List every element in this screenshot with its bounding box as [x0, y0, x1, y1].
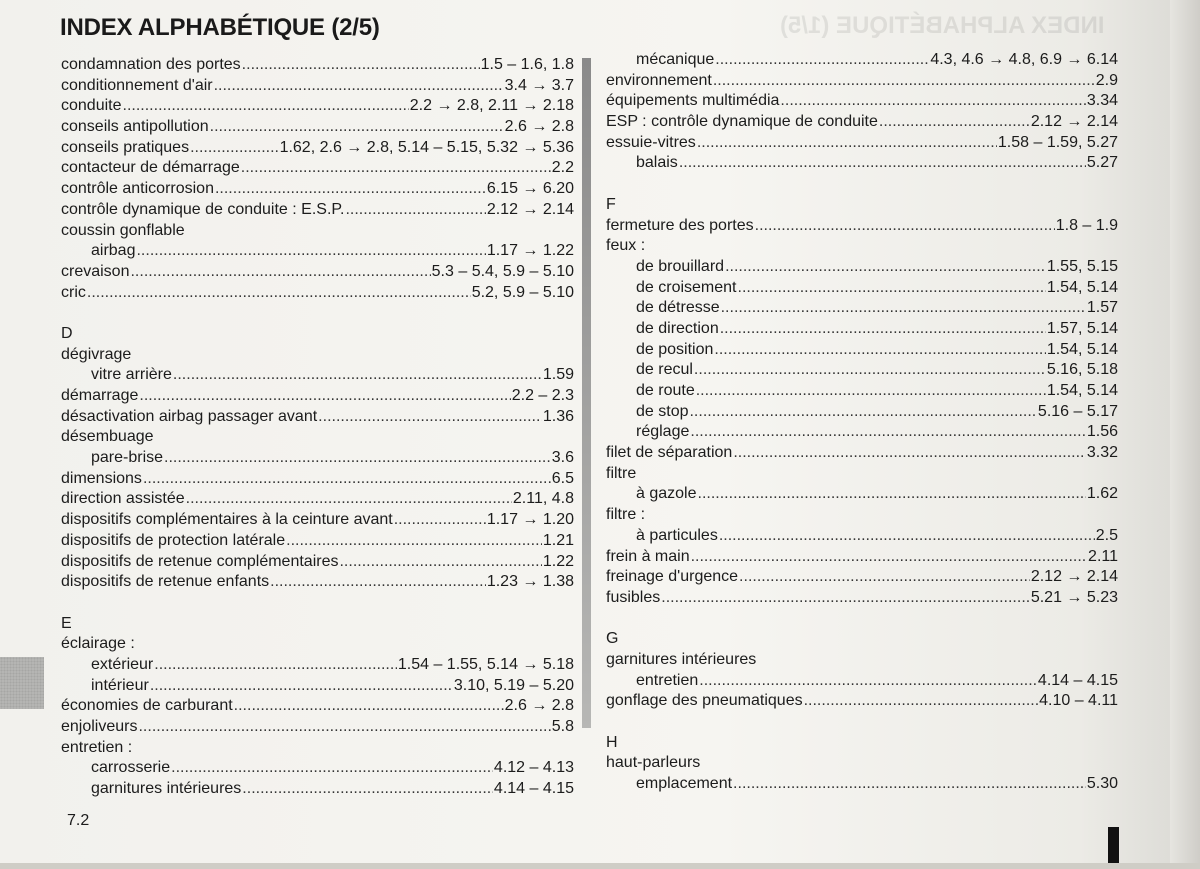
entry-page-reference: 4.10 – 4.11: [1039, 692, 1118, 710]
entry-page-reference: 3.32: [1086, 444, 1118, 462]
section-spacer: [606, 712, 1118, 733]
dot-leader: [699, 671, 1037, 692]
page-gutter-shadow: [1170, 0, 1200, 869]
dot-leader: [139, 386, 510, 407]
index-entry: [606, 71, 1118, 92]
dot-leader: [661, 588, 1030, 609]
dot-leader: [696, 381, 1046, 402]
index-subentry: [606, 381, 1118, 402]
entry-page-reference: 4.12 – 4.13: [493, 759, 574, 777]
entry-page-reference: 1.56: [1086, 423, 1118, 441]
entry-label: conditionnement d'air: [61, 76, 213, 94]
entry-page-reference: 2.6 → 2.8: [504, 697, 574, 715]
entry-label: fermeture des portes: [606, 216, 754, 234]
dot-leader: [164, 448, 551, 469]
dot-leader: [755, 216, 1055, 237]
index-entry: [606, 112, 1118, 133]
entry-label: carrosserie: [91, 759, 171, 777]
entry-page-reference: 1.17 → 1.22: [486, 242, 574, 260]
dot-leader: [719, 526, 1095, 547]
dot-leader: [173, 365, 542, 386]
entry-page-reference: 2.2 → 2.8, 2.11 → 2.18: [409, 97, 574, 115]
index-entry: [61, 717, 574, 738]
entry-page-reference: 2.2: [551, 159, 574, 177]
index-subentry: [606, 526, 1118, 547]
index-subentry: [61, 241, 574, 262]
page-number: 7.2: [67, 812, 90, 829]
entry-page-reference: 1.8 – 1.9: [1055, 216, 1118, 234]
entry-page-reference: 1.62, 2.6 → 2.8, 5.14 – 5.15, 5.32 → 5.36: [279, 138, 574, 156]
entry-page-reference: 2.12 → 2.14: [1030, 568, 1118, 586]
index-subentry: [606, 484, 1118, 505]
dot-leader: [234, 696, 504, 717]
dot-leader: [725, 257, 1046, 278]
entry-page-reference: 1.23 → 1.38: [486, 573, 574, 591]
index-entry: [61, 200, 574, 221]
index-group-heading: feux :: [606, 237, 646, 255]
index-subentry: [61, 655, 574, 676]
entry-label: garnitures intérieures: [91, 780, 242, 798]
entry-page-reference: 1.62: [1086, 485, 1118, 503]
entry-label: crevaison: [61, 262, 130, 280]
dot-leader: [87, 283, 471, 304]
entry-page-reference: 1.54, 5.14: [1046, 278, 1118, 296]
entry-label: contrôle anticorrosion: [61, 180, 214, 198]
entry-label: conseils antipollution: [61, 118, 209, 136]
dot-leader: [698, 484, 1086, 505]
entry-label: à particules: [636, 526, 718, 544]
entry-page-reference: 2.5: [1095, 526, 1118, 544]
entry-page-reference: 5.8: [551, 718, 574, 735]
entry-label: freinage d'urgence: [606, 568, 739, 586]
entry-label: condamnation des portes: [61, 56, 241, 73]
index-entry: [61, 489, 574, 510]
index-subentry: [606, 340, 1118, 361]
index-subentry: [606, 257, 1118, 278]
entry-label: emplacement: [636, 775, 733, 793]
index-subentry: [606, 153, 1118, 174]
entry-page-reference: 6.15 → 6.20: [486, 180, 574, 198]
index-letter-heading: G: [606, 630, 619, 648]
index-entry: [61, 572, 574, 593]
entry-page-reference: 5.21 → 5.23: [1030, 588, 1118, 606]
entry-label: mécanique: [636, 51, 715, 68]
entry-label: frein à main: [606, 547, 690, 565]
dot-leader: [138, 717, 550, 738]
index-entry: [61, 138, 574, 159]
index-subentry: [606, 278, 1118, 299]
dot-leader: [689, 402, 1036, 423]
dot-leader: [720, 319, 1046, 340]
dot-leader: [130, 262, 430, 283]
index-subentry: [606, 774, 1118, 795]
index-subentry: [61, 365, 574, 386]
entry-label: de direction: [636, 319, 719, 337]
dot-leader: [714, 340, 1045, 361]
index-entry: [606, 567, 1118, 588]
index-entry: [606, 216, 1118, 237]
index-group-heading: éclairage :: [61, 635, 135, 653]
entry-label: dispositifs de retenue enfants: [61, 573, 270, 591]
dot-leader: [690, 422, 1085, 443]
entry-page-reference: 4.14 – 4.15: [1037, 671, 1118, 689]
index-subentry: [606, 402, 1118, 423]
entry-label: de position: [636, 340, 714, 358]
index-subentry: [61, 779, 574, 800]
entry-label: de recul: [636, 361, 693, 379]
entry-label: extérieur: [91, 655, 154, 673]
entry-label: balais: [636, 154, 678, 172]
entry-label: environnement: [606, 71, 712, 89]
dot-leader: [733, 774, 1086, 795]
entry-page-reference: 2.9: [1095, 71, 1118, 89]
index-group-heading: filtre :: [606, 506, 646, 524]
index-subentry: [606, 422, 1118, 443]
index-subentry: [606, 50, 1118, 71]
entry-label: direction assistée: [61, 490, 185, 508]
entry-page-reference: 1.55, 5.15: [1046, 257, 1118, 275]
dot-leader: [691, 547, 1087, 568]
entry-page-reference: 2.6 → 2.8: [504, 118, 574, 136]
entry-page-reference: 1.5 – 1.6, 1.8: [480, 56, 574, 73]
entry-label: filet de séparation: [606, 444, 733, 462]
entry-label: entretien: [636, 671, 699, 689]
section-spacer: [606, 174, 1118, 195]
entry-label: cric: [61, 283, 86, 301]
entry-label: vitre arrière: [91, 366, 172, 384]
entry-page-reference: 1.36: [542, 407, 574, 425]
index-subentry: [61, 758, 574, 779]
index-entry: [61, 510, 574, 531]
entry-label: réglage: [636, 423, 690, 441]
index-entry: [61, 407, 574, 428]
index-entry: [61, 469, 574, 490]
entry-page-reference: 6.5: [551, 469, 574, 487]
entry-label: de croisement: [636, 278, 737, 296]
entry-page-reference: 5.3 – 5.4, 5.9 – 5.10: [431, 262, 574, 280]
entry-page-reference: 3.10, 5.19 – 5.20: [453, 676, 574, 694]
dot-leader: [780, 91, 1085, 112]
index-entry: [61, 283, 574, 304]
dot-leader: [143, 469, 551, 490]
entry-page-reference: 1.54, 5.14: [1046, 382, 1118, 399]
dot-leader: [186, 489, 512, 510]
index-entry: [61, 262, 574, 283]
entry-label: enjoliveurs: [61, 718, 138, 735]
index-entry: [61, 386, 574, 407]
index-entry: [61, 117, 574, 138]
entry-label: démarrage: [61, 387, 139, 404]
chapter-marker-bar: [1108, 827, 1119, 863]
index-entry: [61, 158, 574, 179]
dot-leader: [286, 531, 542, 552]
dot-leader: [733, 443, 1086, 464]
column-divider: [582, 58, 591, 728]
entry-label: pare-brise: [91, 449, 164, 467]
dot-leader: [270, 572, 486, 593]
section-tab-marker: [0, 657, 44, 709]
entry-label: dispositifs complémentaires à la ceinture avant: [61, 511, 393, 529]
index-subentry: [606, 319, 1118, 340]
entry-page-reference: 3.4 → 3.7: [504, 76, 574, 94]
entry-label: dimensions: [61, 469, 142, 487]
index-letter-heading: F: [606, 195, 616, 213]
entry-label: essuie-vitres: [606, 133, 696, 151]
index-group-heading: haut-parleurs: [606, 754, 701, 772]
section-spacer: [606, 609, 1118, 630]
index-group-heading: dégivrage: [61, 345, 132, 363]
entry-page-reference: 2.11: [1088, 547, 1118, 565]
index-subentry: [61, 448, 574, 469]
dot-leader: [679, 153, 1086, 174]
dot-leader: [242, 55, 480, 76]
dot-leader: [804, 691, 1039, 712]
dot-leader: [136, 241, 485, 262]
index-entry: [61, 96, 574, 117]
index-entry: [606, 547, 1118, 568]
entry-label: économies de carburant: [61, 697, 233, 715]
entry-page-reference: 5.30: [1086, 775, 1118, 793]
index-entry: [61, 76, 574, 97]
entry-label: fusibles: [606, 588, 661, 606]
dot-leader: [739, 567, 1030, 588]
index-entry: [61, 531, 574, 552]
dot-leader: [339, 552, 541, 573]
dot-leader: [694, 360, 1046, 381]
section-spacer: [61, 593, 574, 614]
index-group-heading: filtre: [606, 464, 637, 482]
entry-label: gonflage des pneumatiques: [606, 692, 803, 710]
index-entry: [606, 91, 1118, 112]
entry-label: conduite: [61, 97, 122, 115]
entry-label: de brouillard: [636, 257, 725, 275]
entry-page-reference: 1.22: [542, 552, 574, 570]
index-column-right: [606, 50, 1118, 795]
index-letter-heading: E: [61, 614, 72, 632]
index-entry: [606, 691, 1118, 712]
entry-page-reference: 4.3, 4.6 → 4.8, 6.9 → 6.14: [930, 51, 1118, 68]
entry-page-reference: 1.21: [542, 531, 574, 549]
entry-page-reference: 3.34: [1086, 92, 1118, 110]
entry-page-reference: 1.54, 5.14: [1046, 340, 1118, 358]
index-entry: [61, 55, 574, 76]
entry-label: de stop: [636, 402, 689, 420]
entry-page-reference: 2.2 – 2.3: [511, 387, 574, 404]
index-entry: [606, 588, 1118, 609]
dot-leader: [171, 758, 493, 779]
entry-page-reference: 2.12 → 2.14: [486, 200, 574, 218]
index-subentry: [61, 676, 574, 697]
dot-leader: [215, 179, 486, 200]
index-group-heading: garnitures intérieures: [606, 650, 757, 668]
dot-leader: [697, 133, 997, 154]
section-spacer: [61, 303, 574, 324]
entry-page-reference: 2.12 → 2.14: [1030, 113, 1118, 131]
entry-label: dispositifs de retenue complémentaires: [61, 552, 339, 570]
page-title: INDEX ALPHABÉTIQUE (2/5): [60, 14, 380, 41]
entry-page-reference: 5.16, 5.18: [1046, 361, 1118, 379]
entry-label: de route: [636, 382, 695, 399]
dot-leader: [345, 200, 485, 221]
entry-page-reference: 1.54 – 1.55, 5.14 → 5.18: [397, 655, 574, 673]
index-group-heading: désembuage: [61, 428, 154, 446]
entry-page-reference: 2.11, 4.8: [512, 490, 574, 508]
index-entry: [61, 179, 574, 200]
index-letter-heading: D: [61, 324, 73, 342]
entry-page-reference: 1.59: [542, 366, 574, 384]
entry-label: ESP : contrôle dynamique de conduite: [606, 113, 878, 131]
entry-page-reference: 1.57: [1086, 299, 1118, 317]
dot-leader: [713, 71, 1095, 92]
dot-leader: [318, 407, 542, 428]
dot-leader: [190, 138, 278, 159]
entry-label: contacteur de démarrage: [61, 159, 240, 177]
index-group-heading: coussin gonflable: [61, 221, 185, 239]
entry-page-reference: 5.27: [1086, 154, 1118, 172]
entry-label: à gazole: [636, 485, 697, 503]
entry-page-reference: 1.57, 5.14: [1046, 319, 1118, 337]
index-column-left: [61, 55, 574, 800]
index-subentry: [606, 671, 1118, 692]
index-entry: [606, 443, 1118, 464]
entry-label: contrôle dynamique de conduite : E.S.P.: [61, 200, 345, 218]
entry-page-reference: 3.6: [551, 449, 574, 467]
entry-page-reference: 4.14 – 4.15: [493, 780, 574, 798]
dot-leader: [721, 298, 1086, 319]
dot-leader: [214, 76, 504, 97]
index-entry: [61, 696, 574, 717]
dot-leader: [242, 779, 493, 800]
entry-label: intérieur: [91, 676, 149, 694]
dot-leader: [123, 96, 409, 117]
entry-label: conseils pratiques: [61, 138, 190, 156]
index-entry: [61, 552, 574, 573]
entry-page-reference: 5.16 – 5.17: [1037, 402, 1118, 420]
entry-page-reference: 1.17 → 1.20: [486, 511, 574, 529]
dot-leader: [210, 117, 504, 138]
entry-label: équipements multimédia: [606, 92, 780, 110]
index-group-heading: entretien :: [61, 738, 133, 756]
page-bottom-edge: [0, 863, 1200, 869]
index-letter-heading: H: [606, 733, 618, 751]
dot-leader: [879, 112, 1030, 133]
dot-leader: [738, 278, 1046, 299]
dot-leader: [394, 510, 486, 531]
dot-leader: [715, 50, 929, 71]
index-entry: [606, 133, 1118, 154]
entry-label: de détresse: [636, 299, 720, 317]
dot-leader: [241, 158, 551, 179]
entry-label: désactivation airbag passager avant: [61, 407, 318, 425]
entry-label: dispositifs de protection latérale: [61, 531, 286, 549]
bleed-through-title: INDEX ALPHABÉTIQUE (1/5): [780, 12, 1105, 39]
dot-leader: [150, 676, 453, 697]
index-subentry: [606, 360, 1118, 381]
entry-label: airbag: [91, 242, 136, 260]
entry-page-reference: 5.2, 5.9 – 5.10: [471, 283, 574, 301]
entry-page-reference: 1.58 – 1.59, 5.27: [997, 133, 1118, 151]
dot-leader: [154, 655, 397, 676]
index-subentry: [606, 298, 1118, 319]
